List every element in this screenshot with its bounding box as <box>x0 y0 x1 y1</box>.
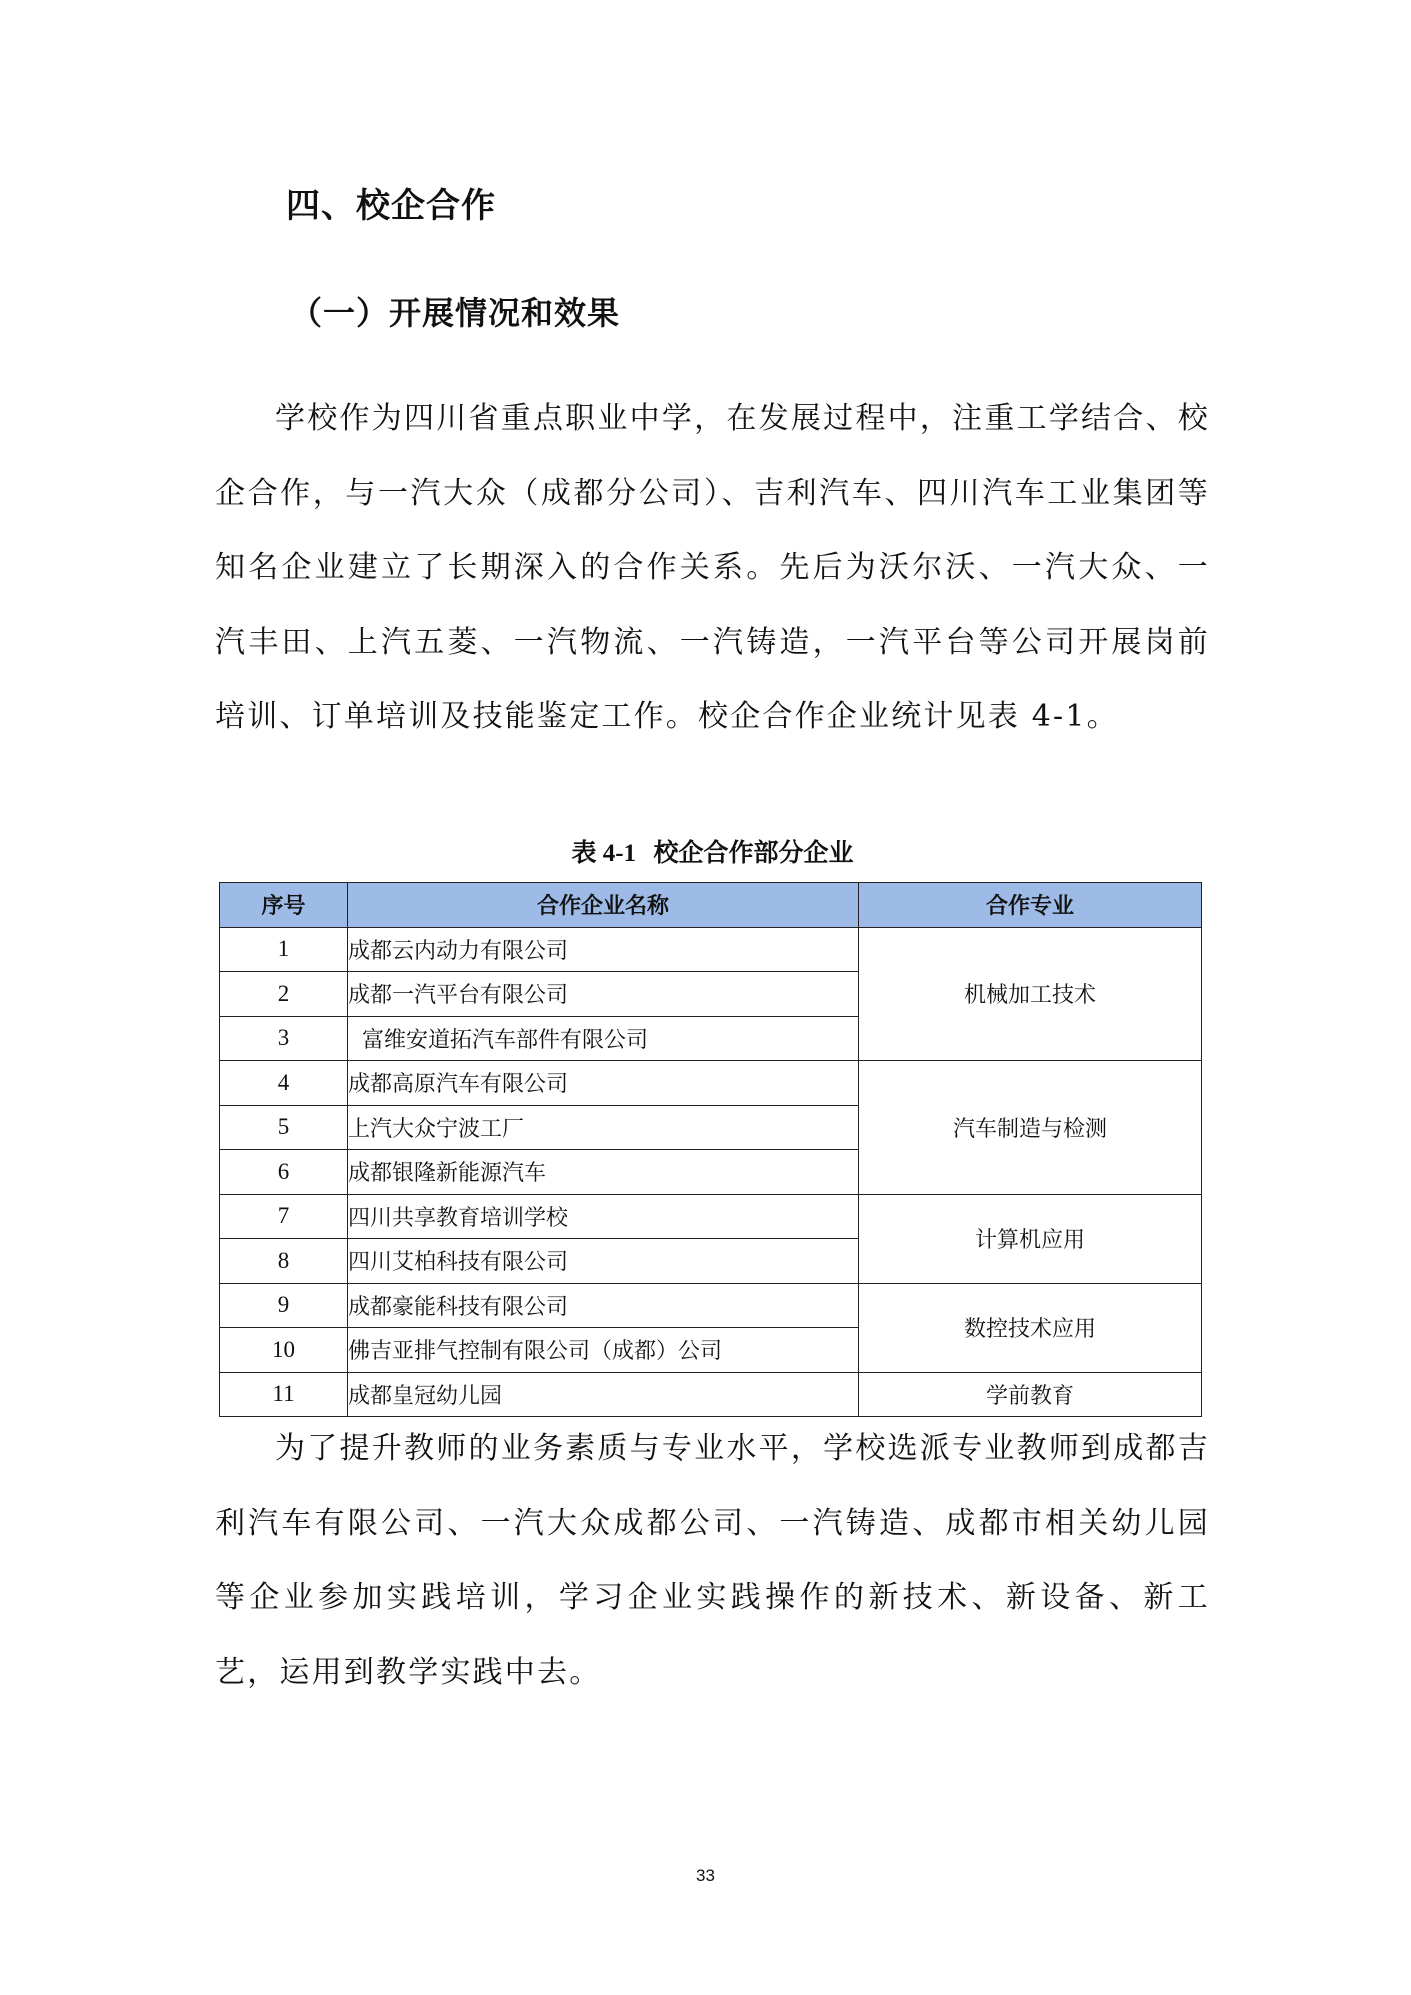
table-row <box>220 1283 1202 1328</box>
cooperation-table <box>219 882 1202 1417</box>
row-index: 2 <box>220 972 348 1017</box>
row-company: 富维安道拓汽车部件有限公司 <box>348 1016 859 1061</box>
row-company: 成都皇冠幼儿园 <box>348 1372 859 1417</box>
row-index: 10 <box>220 1328 348 1373</box>
row-index: 7 <box>220 1194 348 1239</box>
row-major: 机械加工技术 <box>859 927 1202 1061</box>
row-index: 9 <box>220 1283 348 1328</box>
row-index: 3 <box>220 1016 348 1061</box>
row-major: 计算机应用 <box>859 1194 1202 1283</box>
row-company: 成都云内动力有限公司 <box>348 927 859 972</box>
row-index: 6 <box>220 1150 348 1195</box>
row-major: 学前教育 <box>859 1372 1202 1417</box>
row-company: 佛吉亚排气控制有限公司（成都）公司 <box>348 1328 859 1373</box>
row-index: 11 <box>220 1372 348 1417</box>
intro-paragraph: 学校作为四川省重点职业中学，在发展过程中，注重工学结合、校企合作，与一汽大众（成都分公司）、吉利汽车、四川汽车工业集团等知名企业建立了长期深入的合作关系。先后为沃尔沃、一汽大众、一汽丰田、上汽五菱、一汽物流、一汽铸造，一汽平台等公司开展岗前培训、订单培训及技能鉴定工作。校企合作企业统计见表 4-1。 <box>215 401 1210 734</box>
row-company: 成都高原汽车有限公司 <box>348 1061 859 1106</box>
row-major: 数控技术应用 <box>859 1283 1202 1372</box>
section-heading: 四、校企合作 <box>286 186 496 226</box>
row-index: 4 <box>220 1061 348 1106</box>
row-index: 1 <box>220 927 348 972</box>
row-company: 四川艾柏科技有限公司 <box>348 1239 859 1284</box>
page-number: 33 <box>696 1866 715 1885</box>
table-caption-text: 校企合作部分企业 <box>653 838 854 867</box>
row-company: 四川共享教育培训学校 <box>348 1194 859 1239</box>
row-index: 5 <box>220 1105 348 1150</box>
row-company: 上汽大众宁波工厂 <box>348 1105 859 1150</box>
table-caption <box>215 836 1210 871</box>
header-major: 合作专业 <box>859 883 1202 928</box>
subsection-heading: （一）开展情况和效果 <box>290 294 621 332</box>
teacher-training-paragraph: 为了提升教师的业务素质与专业水平，学校选派专业教师到成都吉利汽车有限公司、一汽大众成都公司、一汽铸造、成都市相关幼儿园等企业参加实践培训，学习企业实践操作的新技术、新设备、新工艺，运用到教学实践中去。 <box>215 1431 1210 1690</box>
row-company: 成都银隆新能源汽车 <box>348 1150 859 1195</box>
table-row <box>220 1372 1202 1417</box>
table-caption-number: 表 4-1 <box>571 840 637 867</box>
row-company: 成都豪能科技有限公司 <box>348 1283 859 1328</box>
table-row <box>220 1194 1202 1239</box>
row-index: 8 <box>220 1239 348 1284</box>
header-company: 合作企业名称 <box>348 883 859 928</box>
row-major: 汽车制造与检测 <box>859 1061 1202 1195</box>
header-index: 序号 <box>220 883 348 928</box>
table-row <box>220 1061 1202 1106</box>
row-company: 成都一汽平台有限公司 <box>348 972 859 1017</box>
table-row <box>220 927 1202 972</box>
table-header-row <box>220 883 1202 928</box>
